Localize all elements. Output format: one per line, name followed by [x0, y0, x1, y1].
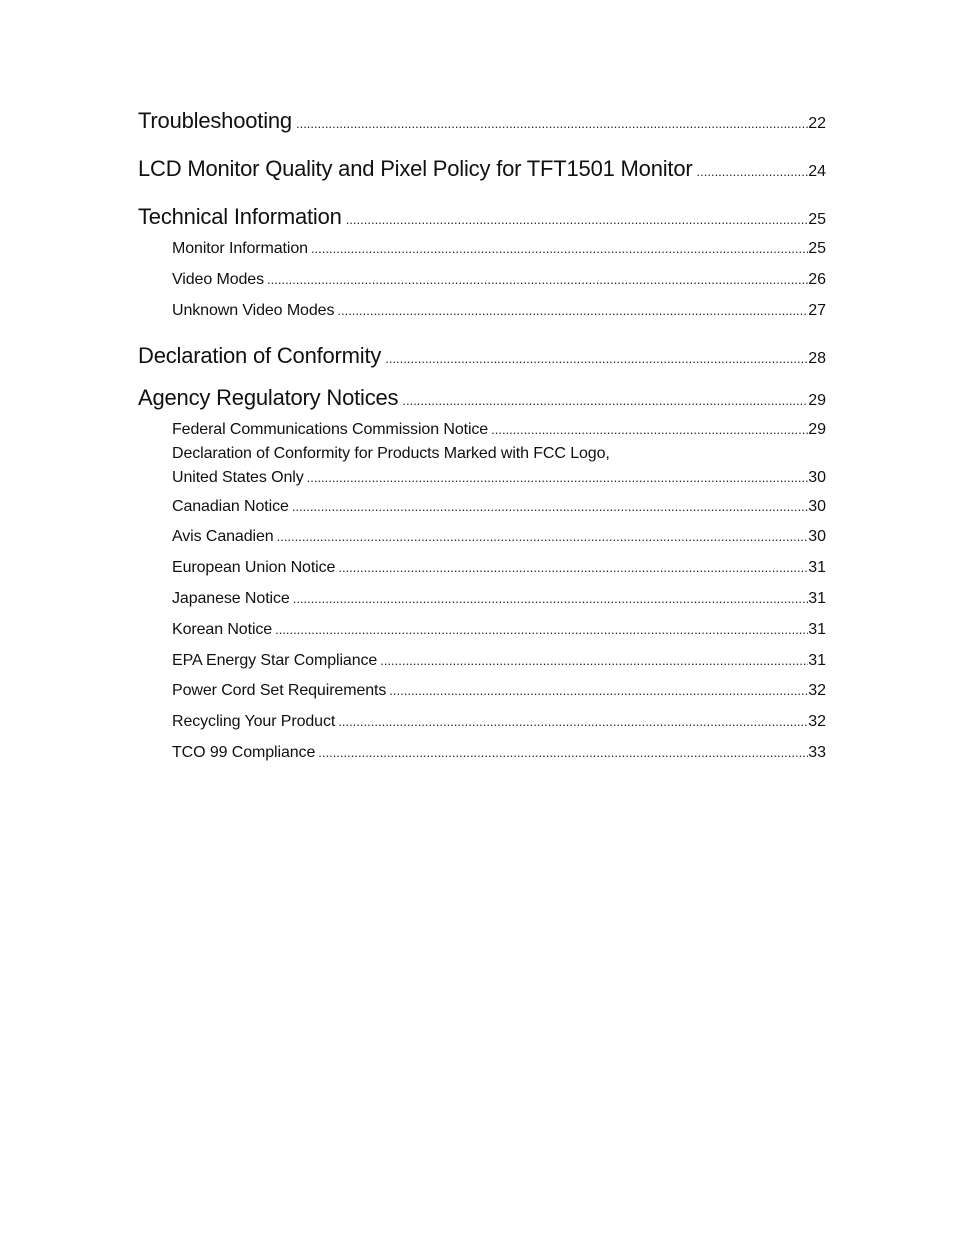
toc-entry-avis-canadien[interactable]: [172, 528, 826, 546]
toc-entry-technical-information[interactable]: [138, 204, 826, 230]
toc-entry-tco99[interactable]: [172, 744, 826, 762]
toc-page-number: 31: [808, 621, 826, 638]
toc-page-number: 26: [808, 271, 826, 288]
toc-entry-canadian-notice[interactable]: [172, 498, 826, 516]
dot-leader: [342, 212, 809, 230]
dot-leader: [290, 591, 809, 608]
toc-entry-monitor-information[interactable]: [172, 240, 826, 258]
toc-page-number: 30: [808, 469, 826, 486]
toc-entry-power-cord[interactable]: [172, 682, 826, 700]
toc-page-number: 31: [808, 652, 826, 669]
dot-leader: [274, 529, 809, 546]
dot-leader: [377, 653, 808, 670]
toc-entry-epa-energy-star[interactable]: [172, 652, 826, 670]
dot-leader: [315, 745, 808, 762]
toc-entry-troubleshooting[interactable]: [138, 108, 826, 134]
toc-page-number: 25: [808, 211, 826, 228]
toc-entry-lcd-quality[interactable]: [138, 156, 826, 182]
toc-entry-title: Video Modes: [172, 271, 265, 288]
dot-leader: [386, 683, 808, 700]
dot-leader: [304, 470, 809, 487]
toc-page-number: 28: [808, 350, 826, 367]
dot-leader: [272, 622, 808, 639]
toc-entry-title: TCO 99 Compliance: [172, 744, 316, 761]
dot-leader: [381, 351, 808, 369]
toc-entry-title: Agency Regulatory Notices: [138, 385, 399, 410]
dot-leader: [264, 272, 808, 289]
toc-page-number: 30: [808, 498, 826, 515]
toc-entry-title: Declaration of Conformity: [138, 343, 382, 368]
dot-leader: [398, 393, 808, 411]
toc-entry-fcc-logo-line1[interactable]: Declaration of Conformity for Products Marked with FCC Logo,: [172, 445, 610, 462]
toc-entry-title: Monitor Information: [172, 240, 308, 257]
dot-leader: [308, 241, 808, 258]
toc-entry-title: LCD Monitor Quality and Pixel Policy for TFT1501 Monitor: [138, 156, 693, 181]
toc-page-number: 29: [808, 392, 826, 409]
toc-entry-declaration-of-conformity[interactable]: [138, 343, 826, 369]
dot-leader: [335, 560, 808, 577]
dot-leader: [335, 714, 808, 731]
toc-entry-title: European Union Notice: [172, 559, 336, 576]
toc-page-number: 25: [808, 240, 826, 257]
toc-page-number: 22: [808, 115, 826, 132]
toc-page-number: 29: [808, 421, 826, 438]
toc-entry-title: EPA Energy Star Compliance: [172, 652, 378, 669]
toc-entry-european-union-notice[interactable]: [172, 559, 826, 577]
toc-page-number: 30: [808, 528, 826, 545]
toc-page-number: 32: [808, 713, 826, 730]
toc-entry-title: Power Cord Set Requirements: [172, 682, 387, 699]
toc-entry-recycling[interactable]: [172, 713, 826, 731]
toc-entry-title: Avis Canadien: [172, 528, 274, 545]
dot-leader: [292, 116, 808, 134]
toc-entry-title: Canadian Notice: [172, 498, 289, 515]
toc-page-number: 27: [808, 302, 826, 319]
toc-entry-video-modes[interactable]: [172, 271, 826, 289]
toc-entry-fcc-logo-declaration[interactable]: [172, 469, 826, 487]
toc-entry-title: Korean Notice: [172, 621, 273, 638]
toc-entry-title: Technical Information: [138, 204, 342, 229]
toc-entry-fcc-notice[interactable]: [172, 421, 826, 439]
toc-entry-title: Troubleshooting: [138, 108, 292, 133]
toc-entry-title: Federal Communications Commission Notice: [172, 421, 489, 438]
toc-page-number: 33: [808, 744, 826, 761]
toc-entry-agency-regulatory-notices[interactable]: [138, 385, 826, 411]
toc-entry-title: Unknown Video Modes: [172, 302, 335, 319]
toc-entry-title: Recycling Your Product: [172, 713, 336, 730]
toc-entry-korean-notice[interactable]: [172, 621, 826, 639]
dot-leader: [334, 303, 808, 320]
dot-leader: [488, 422, 808, 439]
toc-page-number: 32: [808, 682, 826, 699]
toc-entry-japanese-notice[interactable]: [172, 590, 826, 608]
toc-page-number: 31: [808, 559, 826, 576]
toc-page-number: 24: [808, 163, 826, 180]
toc-entry-title: Japanese Notice: [172, 590, 290, 607]
dot-leader: [693, 164, 809, 182]
toc-entry-title: United States Only: [172, 469, 304, 486]
dot-leader: [289, 499, 808, 516]
toc-page-number: 31: [808, 590, 826, 607]
toc-entry-unknown-video-modes[interactable]: [172, 302, 826, 320]
